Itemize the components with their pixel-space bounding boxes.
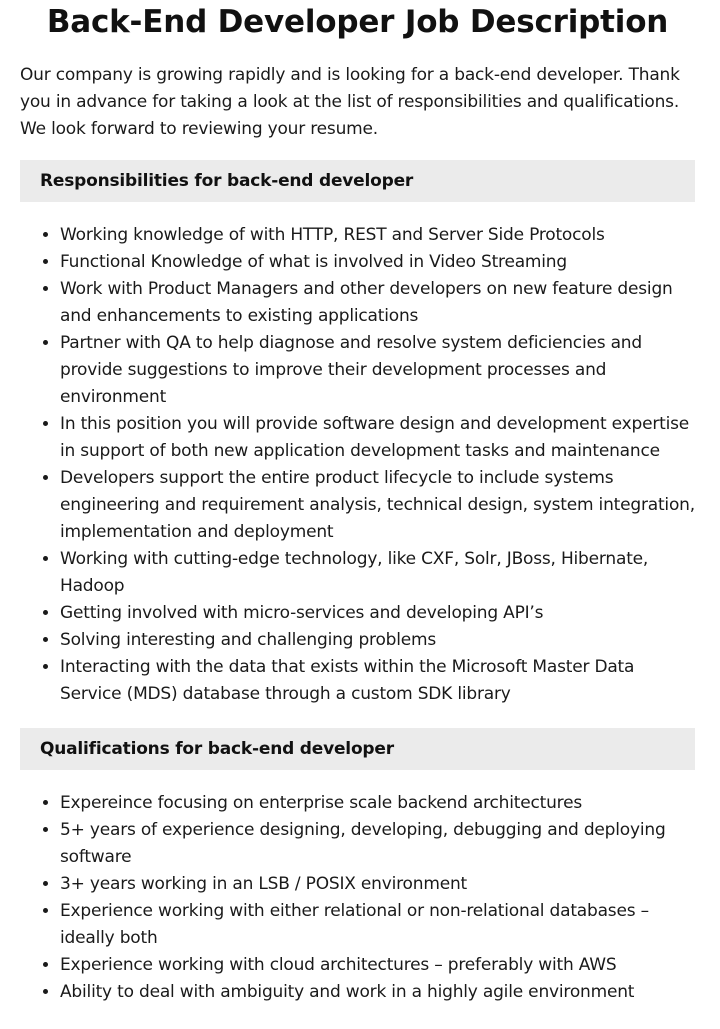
list-item: • Interacting with the data that exists within the Microsoft Master Data Service (MDS) database through a custom SDK library	[60, 654, 695, 708]
list-item: • Functional Knowledge of what is involved in Video Streaming	[60, 249, 695, 276]
list-item: • 3+ years working in an LSB / POSIX environment	[60, 871, 695, 898]
list-item: • Developers support the entire product lifecycle to include systems engineering and requirement analysis, technical design, system integration, implementation and deployment	[60, 465, 695, 546]
list-item: • Experience working with either relational or non-relational databases – ideally both	[60, 898, 695, 952]
list-item: • Getting involved with micro-services and developing API’s	[60, 600, 695, 627]
list-item: • 5+ years of experience designing, developing, debugging and deploying software	[60, 817, 695, 871]
page-title: Back-End Developer Job Description	[46, 4, 669, 40]
list-item: • Ability to deal with ambiguity and work in a highly agile environment	[60, 979, 695, 1006]
list-item: • In this position you will provide software design and development expertise in support of both new application development tasks and maintenance	[60, 411, 695, 465]
list-item: • Expereince focusing on enterprise scale backend architectures	[60, 790, 695, 817]
responsibilities-list	[20, 222, 695, 708]
intro-paragraph: Our company is growing rapidly and is looking for a back-end developer. Thank you in advance for taking a look at the list of responsibilities and qualifications. We look forward to reviewing your resume.	[20, 65, 680, 139]
qualifications-list	[20, 790, 695, 1006]
list-item: • Working with cutting-edge technology, like CXF, Solr, JBoss, Hibernate, Hadoop	[60, 546, 695, 600]
list-item: • Experience working with cloud architectures – preferably with AWS	[60, 952, 695, 979]
list-item: • Solving interesting and challenging problems	[60, 627, 695, 654]
list-item: • Work with Product Managers and other developers on new feature design and enhancements to existing applications	[60, 276, 695, 330]
responsibilities-heading: Responsibilities for back-end developer	[20, 160, 695, 202]
qualifications-heading: Qualifications for back-end developer	[20, 728, 695, 770]
list-item: • Partner with QA to help diagnose and resolve system deficiencies and provide suggestions to improve their development processes and environment	[60, 330, 695, 411]
list-item: • Working knowledge of with HTTP, REST and Server Side Protocols	[60, 222, 695, 249]
